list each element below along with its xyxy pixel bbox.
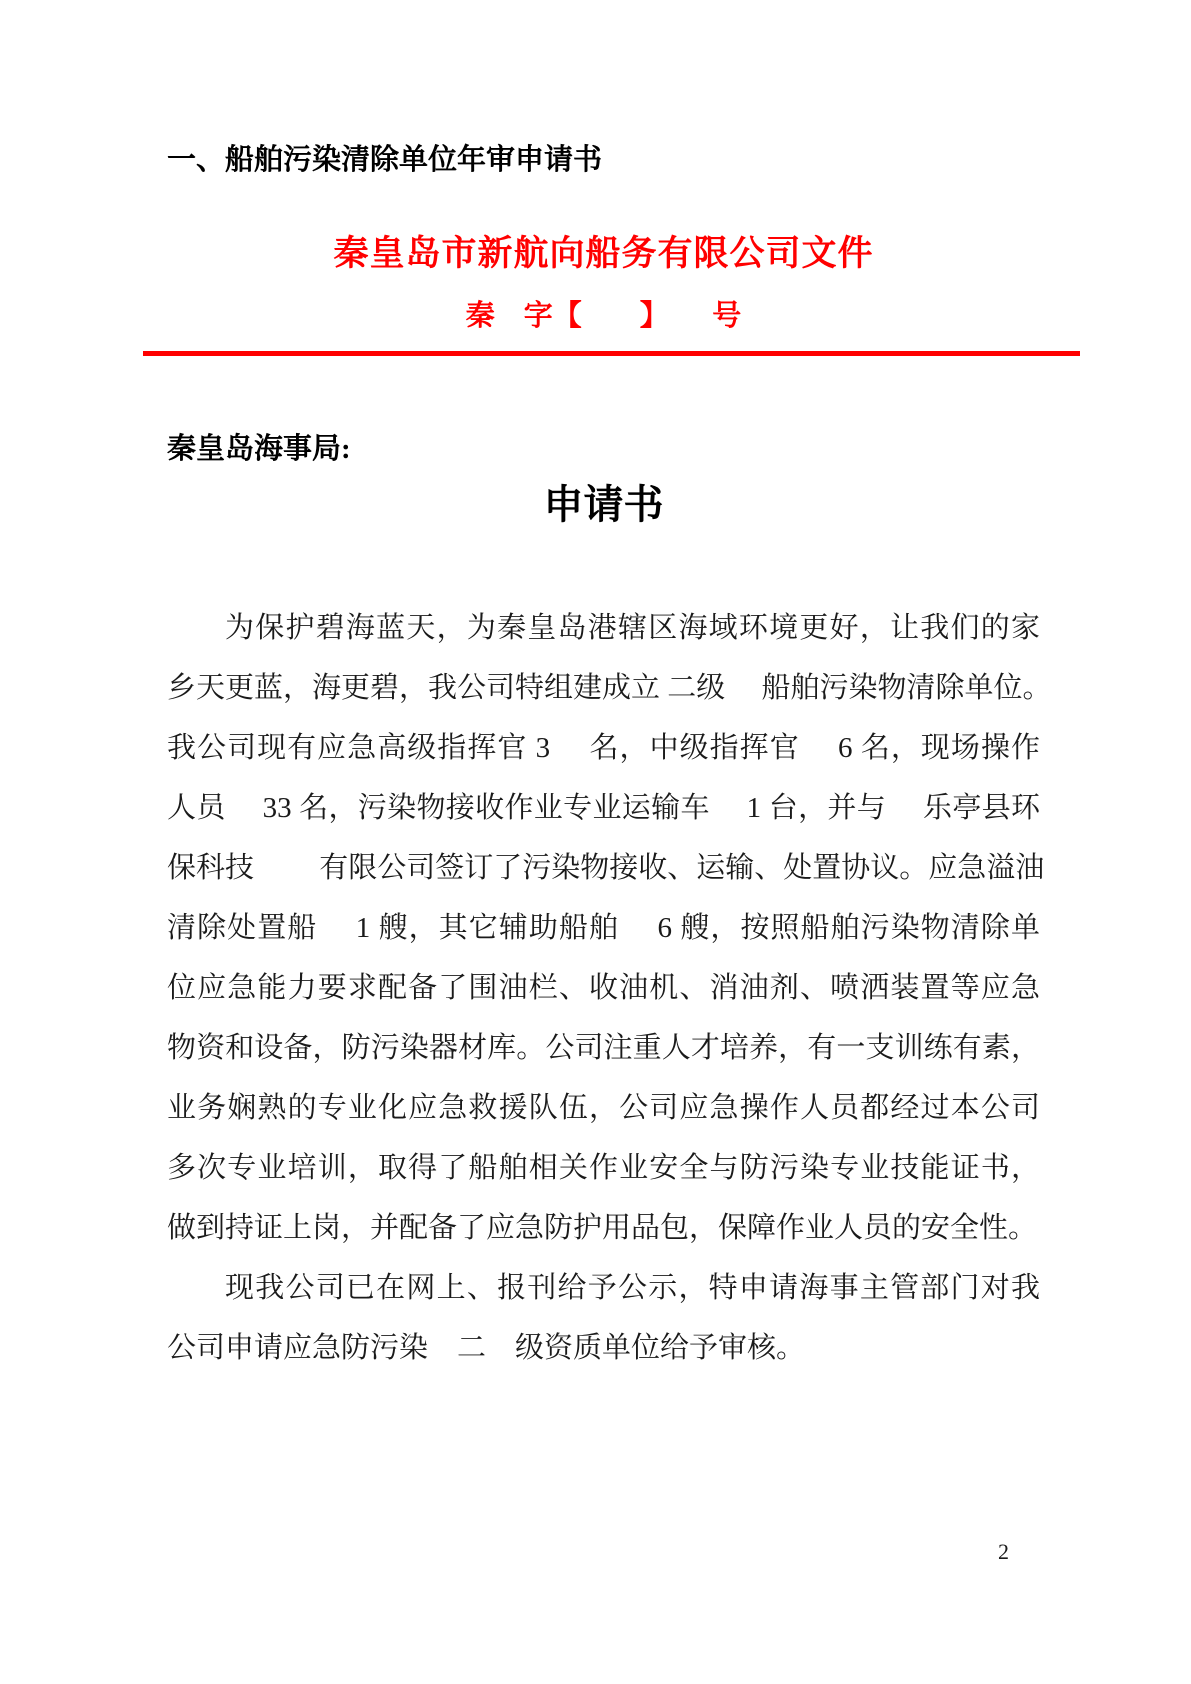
body-line: 物资和设备，防污染器材库。公司注重人才培养，有一支训练有素， [167,1032,1040,1064]
body-line: 乡天更蓝，海更碧，我公司特组建成立 二级 船舶污染物清除单位。 [167,672,1052,704]
section-heading: 一、船舶污染清除单位年审申请书 [167,144,603,176]
body-text [167,598,1052,1378]
body-line: 人员 33 名，污染物接收作业专业运输车 1 台，并与 乐亭县环 [167,792,1040,824]
body-line: 多次专业培训，取得了船舶相关作业安全与防污染专业技能证书， [167,1152,1040,1184]
letterhead-company-title: 秦皇岛市新航向船务有限公司文件 [333,234,874,273]
body-line: 做到持证上岗，并配备了应急防护用品包，保障作业人员的安全性。 [167,1212,1038,1244]
body-line: 公司申请应急防污染 二 级资质单位给予审核。 [167,1332,806,1364]
body-line: 现我公司已在网上、报刊给予公示，特申请海事主管部门对我 [225,1272,1040,1304]
body-line: 保科技 有限公司签订了污染物接收、运输、处置协议。应急溢油 [167,852,1045,884]
body-line: 业务娴熟的专业化应急救援队伍，公司应急操作人员都经过本公司 [167,1092,1040,1124]
body-line: 位应急能力要求配备了围油栏、收油机、消油剂、喷洒装置等应急 [167,972,1040,1004]
salutation: 秦皇岛海事局: [167,433,351,465]
page-number: 2 [998,1539,1009,1564]
application-title: 申请书 [543,482,664,527]
body-line: 为保护碧海蓝天，为秦皇岛港辖区海域环境更好，让我们的家 [225,612,1040,644]
letterhead-divider-line [143,351,1080,356]
body-line: 清除处置船 1 艘，其它辅助船舶 6 艘，按照船舶污染物清除单 [167,912,1040,944]
body-line: 我公司现有应急高级指挥官 3 名，中级指挥官 6 名，现场操作 [167,732,1040,764]
letterhead-doc-number: 秦 字【 】 号 [465,300,742,332]
